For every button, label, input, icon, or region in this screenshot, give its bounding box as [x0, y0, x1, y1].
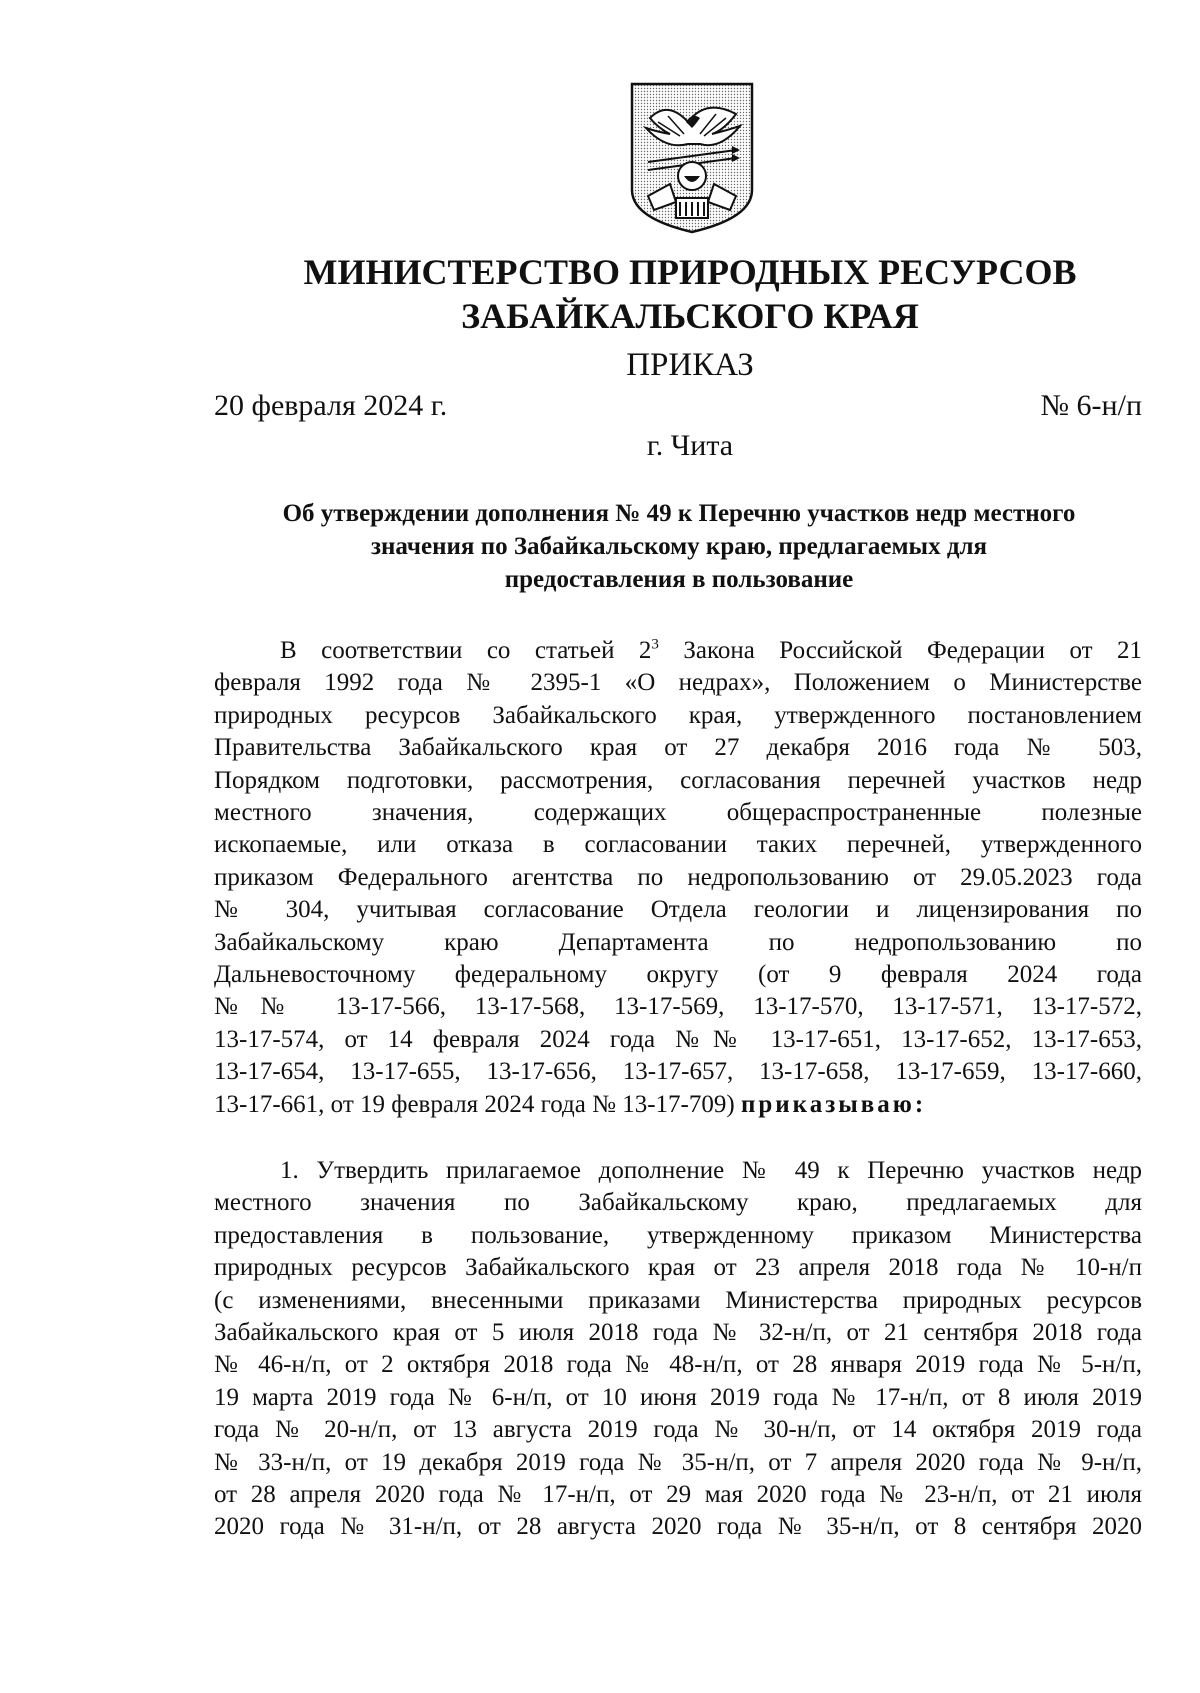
text-line: местного значения, содержащих общераспространенные полезные [214, 799, 1142, 827]
text-line: Дальневосточному федеральному округу (от 9 февраля 2024 года [214, 961, 1142, 989]
text-line: (с изменениями, внесенными приказами Министерства природных ресурсов [214, 1286, 1142, 1314]
text-line: Правительства Забайкальского края от 27 декабря 2016 года № 503, [214, 734, 1142, 762]
document-city-text: г. Чита [646, 429, 734, 462]
text-line: №№ 13-17-566, 13-17-568, 13-17-569, 13-17-570, 13-17-571, 13-17-572, [214, 993, 1142, 1021]
document-number: № 6-н/п [1040, 389, 1142, 422]
coat-of-arms-icon [628, 78, 756, 236]
text-line: природных ресурсов Забайкальского края, утвержденного постановлением [214, 701, 1142, 729]
text-line: местного значения по Забайкальскому краю, предлагаемых для [214, 1189, 1142, 1217]
text-line [214, 1089, 1142, 1121]
coat-of-arms-emblem [628, 78, 756, 236]
text-fragment: 13-17-661, от 19 февраля 2024 года № 13-17-709) [214, 1090, 741, 1118]
text-line: № 304, учитывая согласование Отдела геологии и лицензирования по [214, 896, 1142, 924]
item-1-paragraph [214, 1155, 1142, 1544]
text-line: природных ресурсов Забайкальского края от 23 апреля 2018 года № 10-н/п [214, 1254, 1142, 1282]
text-line: приказом Федерального агентства по недропользованию от 29.05.2023 года [214, 863, 1142, 891]
text-line: года № 20-н/п, от 13 августа 2019 года № 30-н/п, от 14 октября 2019 года [214, 1416, 1142, 1444]
text-line: от 28 апреля 2020 года № 17-н/п, от 29 мая 2020 года № 23-н/п, от 21 июля [214, 1481, 1142, 1509]
text-line: Забайкальского края от 5 июля 2018 года № 32-н/п, от 21 сентября 2018 года [214, 1319, 1142, 1347]
preamble-paragraph [214, 635, 1142, 1121]
text-line: 13-17-574, от 14 февраля 2024 года №№ 13-17-651, 13-17-652, 13-17-653, [214, 1025, 1142, 1053]
subject-line: Об утверждении дополнения № 49 к Перечню участков недр местного [282, 500, 1076, 527]
superscript: 3 [651, 636, 659, 653]
text-line: № 33-н/п, от 19 декабря 2019 года № 35-н/п, от 7 апреля 2020 года № 9-н/п, [214, 1448, 1142, 1476]
text-fragment: Закона Российской Федерации от 21 [658, 637, 1143, 664]
text-line: 13-17-654, 13-17-655, 13-17-656, 13-17-657, 13-17-658, 13-17-659, 13-17-660, [214, 1058, 1142, 1086]
text-line: 2020 года № 31-н/п, от 28 августа 2020 года № 35-н/п, от 8 сентября 2020 [214, 1513, 1142, 1541]
ministry-name [0, 250, 1200, 338]
ministry-name-line1: МИНИСТЕРСТВО ПРИРОДНЫХ РЕСУРСОВ [303, 252, 1077, 292]
subject-line: предоставления в пользование [504, 566, 854, 593]
text-line: Забайкальскому краю Департамента по недропользованию по [214, 928, 1142, 956]
text-line [214, 635, 1142, 667]
document-date: 20 февраля 2024 г. [214, 389, 448, 422]
document-city [0, 426, 1200, 466]
ministry-name-line2: ЗАБАЙКАЛЬСКОГО КРАЯ [461, 296, 919, 336]
text-line: ископаемые, или отказа в согласовании таких перечней, утвержденного [214, 831, 1142, 859]
text-line: 1. Утвердить прилагаемое дополнение № 49 к Перечню участков недр [280, 1157, 1142, 1184]
order-word: приказываю: [740, 1090, 927, 1118]
text-fragment: В соответствии со статьей 2 [280, 637, 652, 664]
document-type-text: ПРИКАЗ [626, 347, 754, 383]
subject-line: значения по Забайкальскому краю, предлагаемых для [370, 533, 988, 560]
document-subject [214, 497, 1144, 596]
text-line: февраля 1992 года № 2395-1 «О недрах», Положением о Министерстве [214, 669, 1142, 697]
text-line: Порядком подготовки, рассмотрения, согласования перечней участков недр [214, 766, 1142, 794]
text-line: предоставления в пользование, утвержденному приказом Министерства [214, 1221, 1142, 1249]
text-line: 19 марта 2019 года № 6-н/п, от 10 июня 2019 года № 17-н/п, от 8 июля 2019 [214, 1383, 1142, 1411]
text-line: № 46-н/п, от 2 октября 2018 года № 48-н/п, от 28 января 2019 года № 5-н/п, [214, 1351, 1142, 1379]
document-type [0, 345, 1200, 385]
